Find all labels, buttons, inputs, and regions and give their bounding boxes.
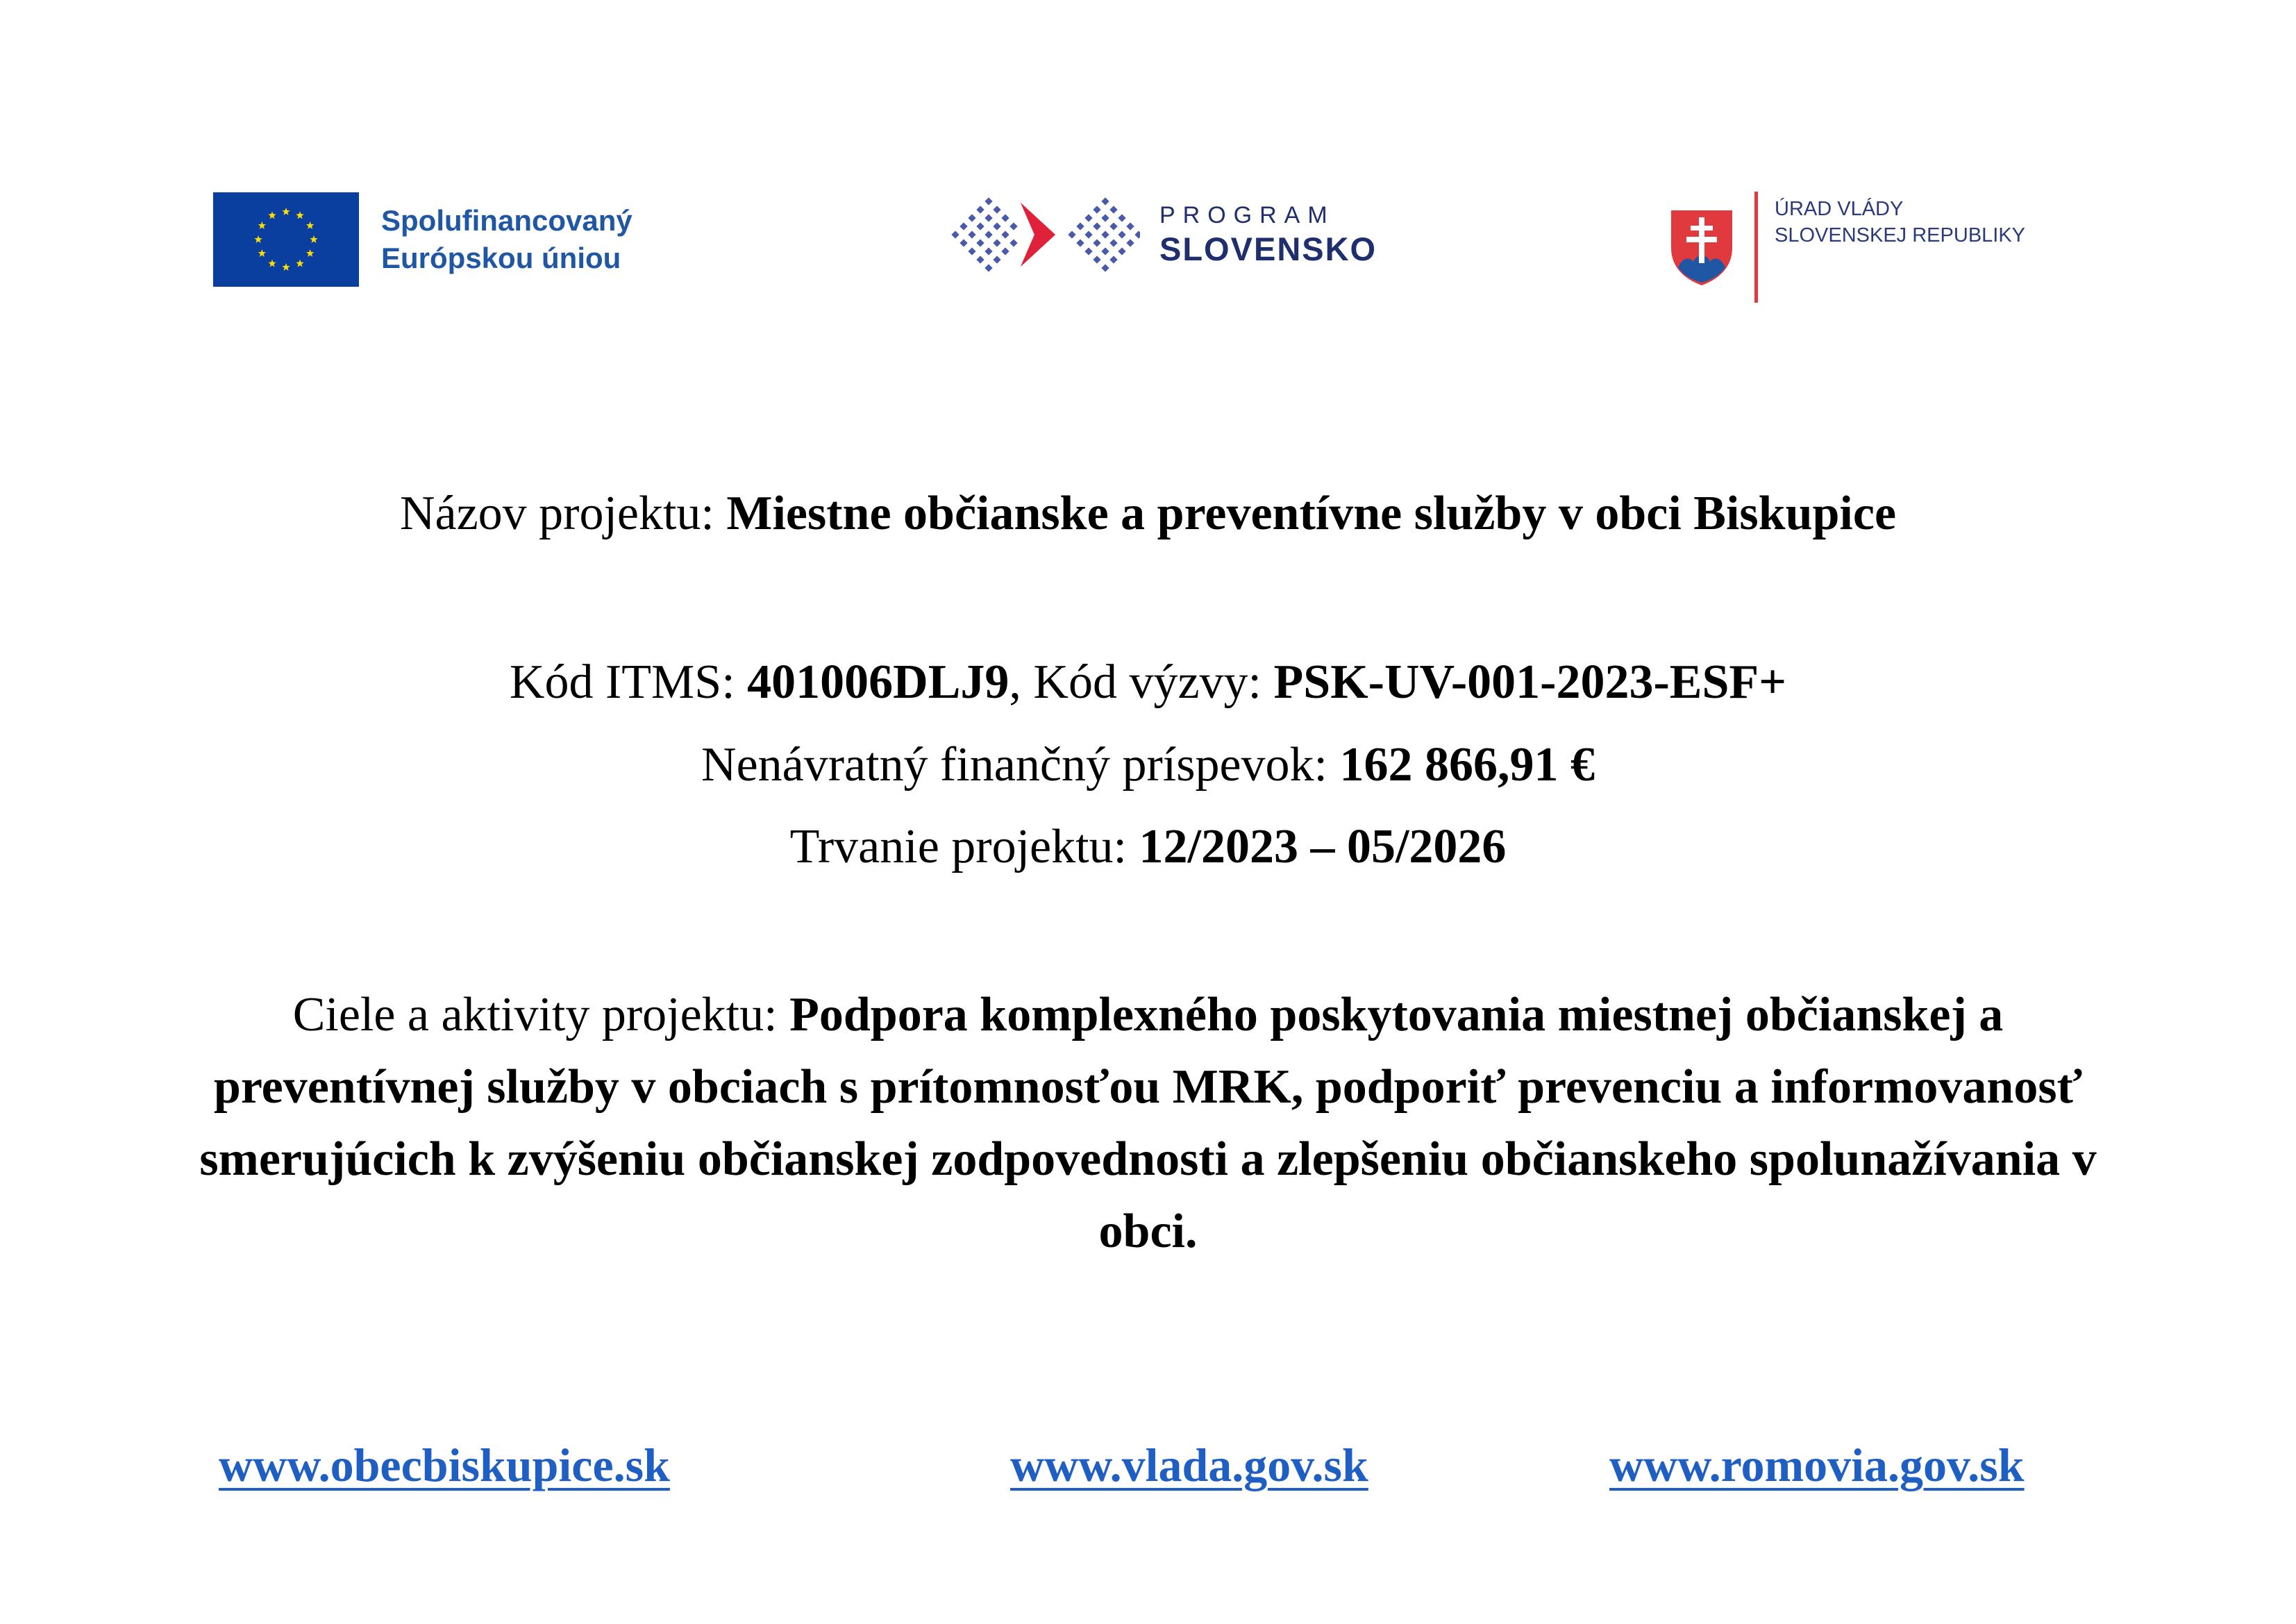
link-vlada[interactable]: www.vlada.gov.sk <box>1010 1439 1368 1491</box>
duration-label: Trvanie projektu: <box>789 820 1139 873</box>
coat-cross-lower-bar <box>1686 237 1717 242</box>
goals-label: Ciele a aktivity projektu: <box>292 988 790 1041</box>
program-slovensko-dot <box>1109 256 1117 263</box>
program-slovensko-dot <box>976 206 984 213</box>
itms-code-value: 401006DLJ9 <box>747 655 1009 709</box>
duration-line <box>0 812 2296 882</box>
program-slovensko-dot <box>993 222 1000 230</box>
program-slovensko-dot <box>960 222 967 230</box>
project-goals <box>181 979 2115 1268</box>
program-slovensko-dot <box>951 231 959 238</box>
program-slovensko-dot <box>993 256 1000 263</box>
program-slovensko-dot <box>1126 222 1134 230</box>
eu-logo-line-1: Spolufinancovaný <box>381 204 632 237</box>
program-slovensko-red-arrow-body <box>1021 203 1055 267</box>
program-slovensko-dot <box>968 214 975 221</box>
urad-vlady-line-2: SLOVENSKEJ REPUBLIKY <box>1775 224 2026 246</box>
duration-value: 12/2023 – 05/2026 <box>1139 820 1507 873</box>
program-slovensko-line-2: SLOVENSKO <box>1159 231 1377 267</box>
project-name-line <box>0 479 2296 549</box>
eu-flag-icon <box>213 192 359 287</box>
urad-vlady-text <box>1775 192 2025 249</box>
program-slovensko-dot <box>1009 239 1017 246</box>
link-obecbiskupice[interactable]: www.obecbiskupice.sk <box>219 1439 670 1491</box>
link-romovia[interactable]: www.romovia.gov.sk <box>1609 1439 2025 1491</box>
program-slovensko-dot <box>1118 214 1125 221</box>
program-slovensko-dot <box>1001 214 1009 221</box>
program-slovensko-dot <box>1093 239 1100 246</box>
program-slovensko-dot <box>968 247 975 255</box>
program-slovensko-dot <box>993 206 1000 213</box>
goals-value: Podpora komplexného poskytovania miestnej občianskej a preventívnej služby v obciach s prítomnosťou MRK, podporiť prevenciu a informovanosť smerujúcich k zvýšeniu občianskej zodpovednosti a zlepšeniu občianskeho spolunažívania v obci. <box>199 988 2097 1258</box>
program-slovensko-dot <box>1101 231 1109 238</box>
eu-logo-text <box>381 202 632 277</box>
eu-flag-field <box>213 192 359 287</box>
program-slovensko-dot <box>1101 197 1109 205</box>
urad-vlady-logo <box>1668 192 2025 303</box>
program-slovensko-dot <box>976 239 984 246</box>
program-slovensko-logo <box>951 187 1377 282</box>
program-slovensko-dot <box>1084 247 1092 255</box>
grant-label: Nenávratný finančný príspevok: <box>701 738 1340 792</box>
program-slovensko-dot <box>1101 247 1109 255</box>
program-slovensko-dot <box>1001 231 1009 238</box>
program-slovensko-dot <box>1009 222 1017 230</box>
call-code-value: PSK-UV-001-2023-ESF+ <box>1273 655 1787 709</box>
urad-vlady-divider <box>1754 192 1758 303</box>
program-slovensko-dot <box>968 231 975 238</box>
eu-logo-line-2: Európskou úniou <box>381 242 621 274</box>
program-slovensko-dot <box>1001 247 1009 255</box>
program-slovensko-dot <box>1118 231 1125 238</box>
program-slovensko-dot <box>984 264 992 271</box>
project-name-value: Miestne občianske a preventívne služby v obci Biskupice <box>726 487 1897 540</box>
program-slovensko-dot <box>1084 231 1092 238</box>
project-codes-line <box>0 648 2296 717</box>
program-slovensko-dot <box>960 239 967 246</box>
program-slovensko-dot <box>1093 206 1100 213</box>
program-slovensko-dot <box>1068 231 1075 238</box>
program-slovensko-dot <box>1076 222 1084 230</box>
itms-code-label: Kód ITMS: <box>509 655 748 709</box>
grant-value: 162 866,91 € <box>1339 738 1595 792</box>
program-slovensko-dot <box>976 256 984 263</box>
program-slovensko-dot <box>984 197 992 205</box>
program-slovensko-dot <box>1109 206 1117 213</box>
program-slovensko-dot <box>1109 222 1117 230</box>
program-slovensko-dot <box>1134 231 1140 238</box>
program-slovensko-dot <box>1101 214 1109 221</box>
program-slovensko-dot <box>1093 256 1100 263</box>
program-slovensko-dot <box>1109 239 1117 246</box>
program-slovensko-text <box>1159 201 1377 269</box>
program-slovensko-line-1: PROGRAM <box>1159 202 1335 228</box>
eu-cofunded-logo <box>213 192 632 287</box>
program-slovensko-dot <box>1101 264 1109 271</box>
program-slovensko-dot <box>984 214 992 221</box>
program-slovensko-dot <box>1093 222 1100 230</box>
program-slovensko-dot <box>1084 214 1092 221</box>
program-slovensko-mark-icon <box>951 187 1140 282</box>
program-slovensko-dot <box>984 247 992 255</box>
grant-line <box>0 730 2296 800</box>
program-slovensko-dot <box>984 231 992 238</box>
slovak-coat-of-arms-icon <box>1668 208 1735 287</box>
program-slovensko-dot <box>1076 239 1084 246</box>
coat-cross-upper-bar <box>1691 226 1713 231</box>
call-code-label: , Kód výzvy: <box>1009 655 1274 709</box>
program-slovensko-dot <box>1126 239 1134 246</box>
project-name-label: Názov projektu: <box>399 487 727 540</box>
program-slovensko-dot <box>993 239 1000 246</box>
program-slovensko-dot <box>976 222 984 230</box>
urad-vlady-line-1: ÚRAD VLÁDY <box>1775 198 1904 220</box>
program-slovensko-dot <box>1118 247 1125 255</box>
